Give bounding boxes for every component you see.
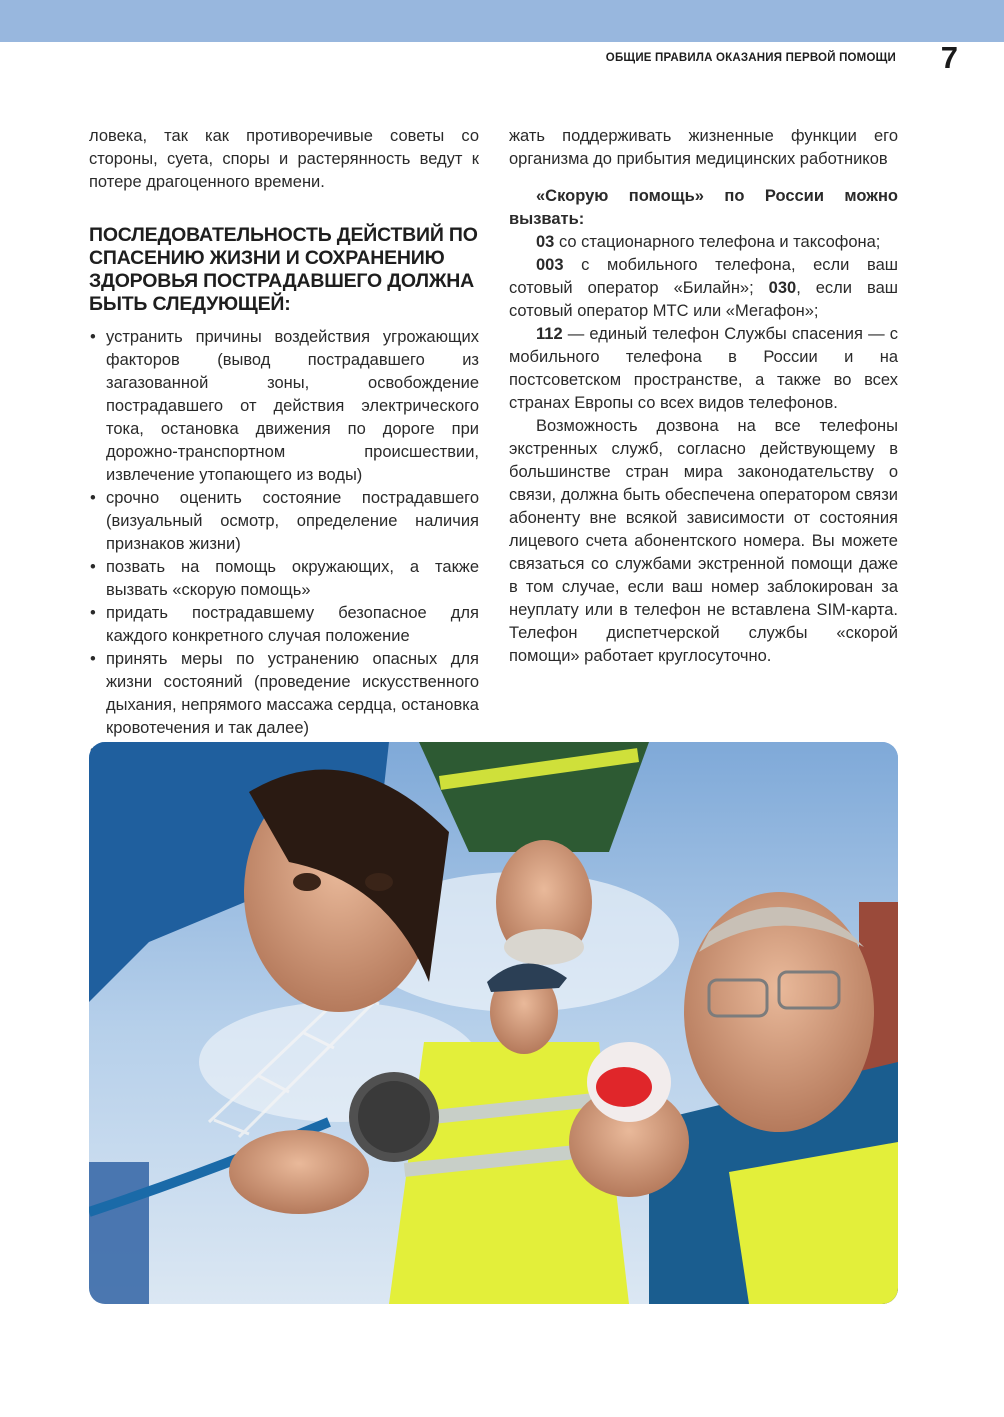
lead-paragraph: ловека, так как противоречивые советы со стороны, суета, споры и растерянность ведут к потере драгоценного времени. <box>89 127 479 191</box>
brick-building <box>89 1162 149 1304</box>
top-color-band <box>0 0 1004 42</box>
phone-number: 03 <box>536 233 555 251</box>
number-line <box>509 323 898 415</box>
list-item: • срочно оценить состояние пострадавшего (визуальный осмотр, определение наличия признаков жизни) <box>89 487 479 556</box>
photo-illustration <box>89 742 898 1304</box>
closing-paragraph: Возможность дозвона на все телефоны экстренных служб, согласно действующему в большинстве стран мира законодательству о связи, должна быть обеспечена оператором связи абоненту вне всякой зависимости от состояния лицевого счета абонентского номера. Вы можете связаться со службами экстренной помощи даже в том случае, если ваш номер заблокирован за неуплату или в телефон не вставлена SIM-карта. Телефон диспетчерской службы «скорой помощи» работает круглосуточно. <box>509 417 898 665</box>
number-description: со стационарного телефона и таксофона; <box>554 233 881 251</box>
section-heading: ПОСЛЕДОВАТЕЛЬНОСТЬ ДЕЙСТВИЙ ПО СПАСЕНИЮ ЖИЗНИ И СОХРАНЕНИЮ ЗДОРОВЬЯ ПОСТРАДАВШЕГО ДОЛЖНА БЫТЬ СЛЕДУЮЩЕЙ: <box>89 224 478 315</box>
emergency-intro: «Скорую помощь» по России можно вызвать: <box>509 187 898 228</box>
page-number: 7 <box>940 40 958 75</box>
list-item: • принять меры по устранению опасных для жизни состояний (проведение искусственного дыхания, непрямого массажа сердца, остановка кровотечения и так далее) <box>89 648 479 740</box>
number-description: , если ваш сотовый оператор МТС или «Мегафон»; <box>509 279 898 320</box>
list-item: • позвать на помощь окружающих, а также вызвать «скорую помощь» <box>89 556 479 602</box>
number-line <box>509 231 898 254</box>
running-title: ОБЩИЕ ПРАВИЛА ОКАЗАНИЯ ПЕРВОЙ ПОМОЩИ <box>605 52 896 64</box>
phone-number: 003 <box>536 256 564 274</box>
number-description: — единый телефон Службы спасения — с мобильного телефона в России и на постсоветском пространстве, а также во всех странах Европы со всех видов телефонов. <box>509 325 898 412</box>
left-column <box>89 125 479 809</box>
continuation-paragraph: жать поддерживать жизненные функции его организма до прибытия медицинских работников <box>509 127 898 168</box>
list-item: • устранить причины воздействия угрожающих факторов (вывод пострадавшего из загазованной зоны, освобождение пострадавшего от действия электрического тока, остановка движения по дороге при дорожно-транспортном происшествии, извлечение утопающего из воды) <box>89 326 479 487</box>
phone-number: 030 <box>768 279 797 297</box>
number-line <box>509 254 898 323</box>
rescue-workers-photo <box>89 742 898 1304</box>
number-description: с мобильного телефона, если ваш сотовый оператор «Билайн»; <box>509 256 898 297</box>
list-item: • придать пострадавшему безопасное для каждого конкретного случая положение <box>89 602 479 648</box>
phone-number: 112 <box>536 325 563 343</box>
action-list <box>89 326 479 809</box>
right-column <box>509 125 898 668</box>
